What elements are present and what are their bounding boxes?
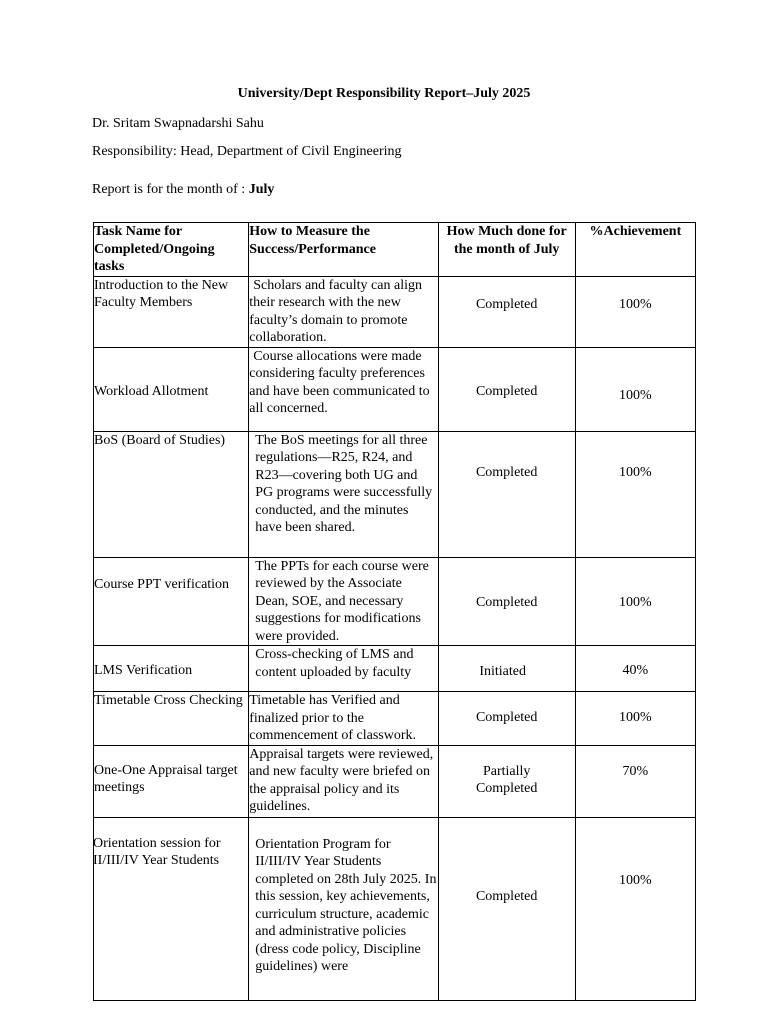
- row-done: [438, 276, 575, 347]
- table-row: [94, 347, 696, 431]
- row-done-text: Completed: [475, 710, 538, 725]
- report-month-label: Report is for the month of :: [92, 182, 249, 197]
- row-measure-text: Orientation Program for II/III/IV Year Students completed on 28th July 2025. In this session, key achievements, curriculum structure, academic and administrative policies (dress code policy, Discipline guidelines) were: [255, 836, 437, 974]
- row-achievement: [575, 646, 695, 692]
- row-done-text: Completed: [475, 296, 538, 312]
- responsibility-line: Responsibility: Head, Department of Civil Engineering: [92, 144, 402, 159]
- row-achievement: [575, 276, 695, 347]
- row-task-text: Workload Allotment: [94, 383, 209, 399]
- row-achievement: [575, 431, 695, 557]
- table-row: [94, 431, 696, 557]
- row-task: Introduction to the New Faculty Members: [94, 276, 249, 347]
- row-task-text: LMS Verification: [94, 663, 193, 678]
- row-achievement-text: 100%: [619, 296, 652, 312]
- row-measure: Cross-checking of LMS and content uploaded by faculty: [249, 646, 438, 692]
- row-achievement-text: 100%: [619, 387, 652, 403]
- row-done-text: Completed: [475, 464, 538, 480]
- report-month-line: [92, 182, 274, 198]
- row-done-text: Completed: [475, 594, 538, 610]
- row-task: [94, 817, 249, 1000]
- header-measure: How to Measure the Success/Performance: [249, 223, 438, 277]
- row-measure: Timetable has Verified and finalized prior to the commencement of classwork.: [249, 692, 438, 746]
- table-row: [94, 646, 696, 692]
- table-row: [94, 276, 696, 347]
- row-done: [438, 431, 575, 557]
- row-achievement: [575, 557, 695, 646]
- table-header-row: [94, 223, 696, 277]
- row-done: [438, 347, 575, 431]
- row-measure: The BoS meetings for all three regulations—R25, R24, and R23—covering both UG and PG programs were successfully conducted, and the minutes have been shared.: [249, 431, 438, 557]
- table-row: [94, 557, 696, 646]
- row-measure: Appraisal targets were reviewed, and new faculty were briefed on the appraisal policy and its guidelines.: [249, 745, 438, 817]
- table-row: [94, 692, 696, 746]
- row-task-text: Orientation session for II/III/IV Year Students: [93, 835, 221, 868]
- row-done-text: Partially Completed: [475, 763, 538, 796]
- row-achievement: [575, 347, 695, 431]
- row-task-text: One-One Appraisal target meetings: [94, 762, 238, 795]
- header-achievement: %Achievement: [575, 223, 695, 277]
- row-measure: The PPTs for each course were reviewed by the Associate Dean, SOE, and necessary suggestions for modifications were provided.: [249, 557, 438, 646]
- author-name: Dr. Sritam Swapnadarshi Sahu: [92, 116, 264, 131]
- row-task: [94, 646, 249, 692]
- report-month-value: July: [248, 182, 275, 197]
- header-task-name: Task Name for Completed/Ongoing tasks: [94, 223, 249, 277]
- row-done: [438, 692, 575, 746]
- report-title: University/Dept Responsibility Report–July 2025: [237, 86, 531, 101]
- row-measure: [249, 276, 438, 347]
- row-done: [438, 817, 575, 1000]
- row-achievement-text: 40%: [622, 663, 649, 678]
- row-measure-text: Scholars and faculty can align their research with the new faculty’s domain to promote collaboration.: [249, 277, 422, 345]
- row-done: [438, 646, 575, 692]
- row-done-text: Completed: [475, 888, 538, 904]
- row-achievement-text: 70%: [622, 763, 649, 779]
- row-done: [438, 745, 575, 817]
- table-row: [94, 817, 696, 1000]
- row-achievement: [575, 817, 695, 1000]
- row-done: [438, 557, 575, 646]
- row-task: [94, 557, 249, 646]
- table-row: [94, 745, 696, 817]
- row-task: [94, 347, 249, 431]
- row-measure: [249, 347, 438, 431]
- row-achievement: [575, 692, 695, 746]
- row-measure-text: Course allocations were made considering faculty preferences and have been communicated to all concerned.: [249, 348, 430, 416]
- row-achievement-text: 100%: [619, 872, 652, 888]
- header-done: How Much done for the month of July: [438, 223, 575, 277]
- row-task: Timetable Cross Checking: [94, 692, 249, 746]
- row-done-text: Initiated: [479, 664, 526, 679]
- row-done-text: Completed: [475, 383, 538, 399]
- row-task-text: Course PPT verification: [94, 576, 230, 592]
- row-achievement-text: 100%: [619, 710, 652, 725]
- row-achievement: [575, 745, 695, 817]
- responsibility-table: [93, 222, 696, 1001]
- row-achievement-text: 100%: [619, 594, 652, 610]
- row-task: BoS (Board of Studies): [94, 431, 249, 557]
- row-achievement-text: 100%: [619, 464, 652, 480]
- row-measure: [249, 817, 438, 1000]
- row-task: [94, 745, 249, 817]
